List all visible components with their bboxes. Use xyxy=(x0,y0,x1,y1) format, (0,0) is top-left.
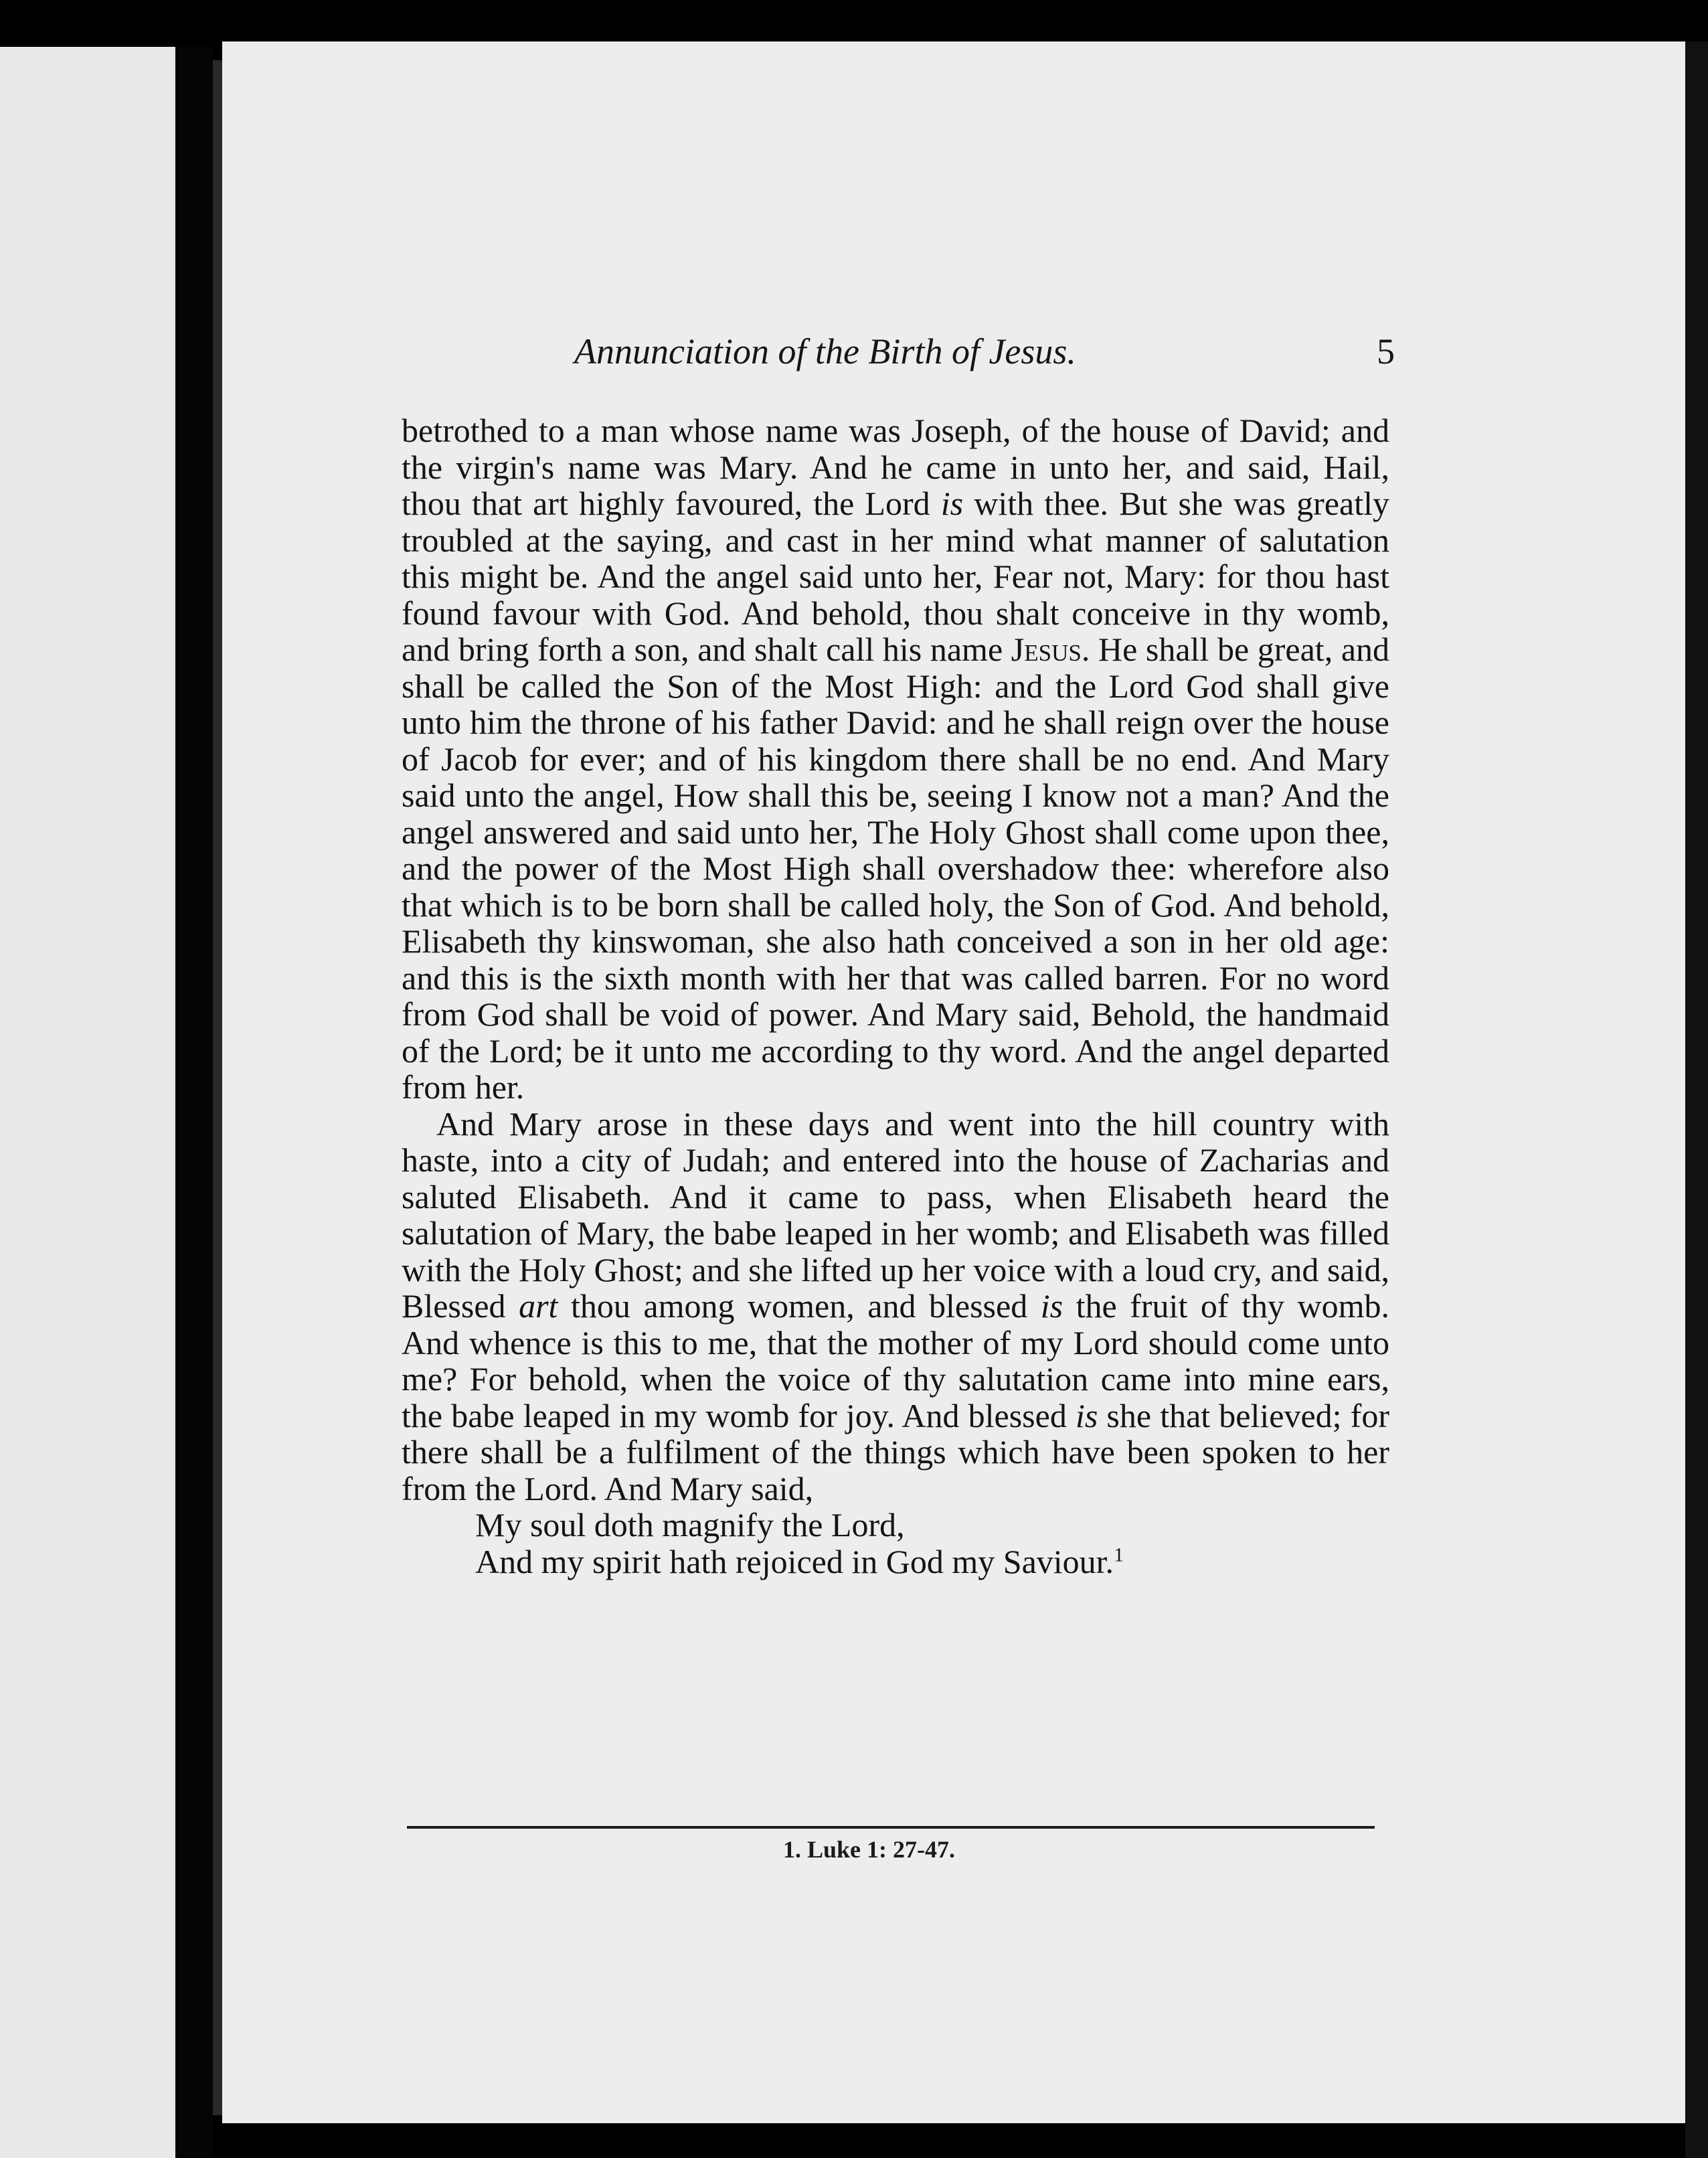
text-run: she that believed; for there shall be a fulfilment of the things which have been spoken to her from the Lord. And Mary said, xyxy=(402,1396,1389,1507)
running-head xyxy=(402,323,1395,383)
scan-border xyxy=(1685,42,1708,2158)
page-number: 5 xyxy=(1377,331,1395,371)
body-text xyxy=(402,412,1389,1580)
binding-shadow xyxy=(175,47,213,2158)
small-caps-name: Jesus xyxy=(1011,631,1082,668)
footnote-marker: 1 xyxy=(1114,1543,1124,1566)
italic-word: is xyxy=(1040,1287,1063,1325)
footnote-rule xyxy=(407,1826,1375,1829)
text-run: . He shall be great, and shall be called the Son of the Most High: and the Lord God shall give unto him the throne of his father David: and he shall reign over the house of Jacob for ever; and of his kingdom there shall be no end. And Mary said unto the angel, How shall this be, seeing I know not a man? And the angel answered and said unto her, The Holy Ghost shall come upon thee, and the power of the Most High shall overshadow thee: wherefore also that which is to be born shall be called holy, the Son of God. And behold, Elisabeth thy kinswoman, she also hath conceived a son in her old age: and this is the sixth month with her that was called barren. For no word from God shall be void of power. And Mary said, Behold, the handmaid of the Lord; be it unto me according to thy word. And the angel departed from her. xyxy=(402,631,1390,1106)
italic-word: is xyxy=(940,485,964,522)
text-run: thou among women, and blessed xyxy=(558,1287,1041,1325)
text-run: And Mary arose in these days and went into the hill country with haste, into a city of Judah; and entered into the house of Zacharias and saluted Elisabeth. And it came to pass, when Elisabeth heard the salutation of Mary, the babe leaped in her womb; and Elisabeth was filled with the Holy Ghost; and she lifted up her voice with a loud cry, and said, Blessed xyxy=(402,1104,1389,1325)
verse-line: My soul doth magnify the Lord, xyxy=(475,1506,905,1544)
italic-word: is xyxy=(1075,1396,1098,1434)
paragraph xyxy=(402,1106,1389,1507)
gutter xyxy=(213,60,222,2115)
text-run: the fruit of thy womb. And whence is this to me, that the mother of my Lord should come unto me? For behold, when the voice of thy salutation came into mine ears, the babe leaped in my womb for joy. And blessed xyxy=(402,1287,1389,1434)
italic-word: art xyxy=(519,1287,558,1325)
footnote: 1. Luke 1: 27-47. xyxy=(783,1836,956,1863)
text-run: betrothed to a man whose name was Joseph, of the house of David; and the virgin's name was Mary. And he came in unto her, and said, Hail, thou that art highly favoured, the Lord xyxy=(402,412,1389,522)
verse-line xyxy=(402,1544,1389,1580)
verse-text: And my spirit hath rejoiced in God my Saviour. xyxy=(475,1542,1114,1580)
paragraph xyxy=(402,412,1389,1106)
text-run: with thee. But she was greatly troubled at the saying, and cast in her mind what manner of salutation this might be. And the angel said unto her, Fear not, Mary: for thou hast found favour with God. And behold, thou shalt conceive in thy womb, and bring forth a son, and shalt call his name xyxy=(402,485,1389,668)
facing-page-edge xyxy=(0,47,175,2158)
running-title: Annunciation of the Birth of Jesus. xyxy=(574,331,1076,371)
